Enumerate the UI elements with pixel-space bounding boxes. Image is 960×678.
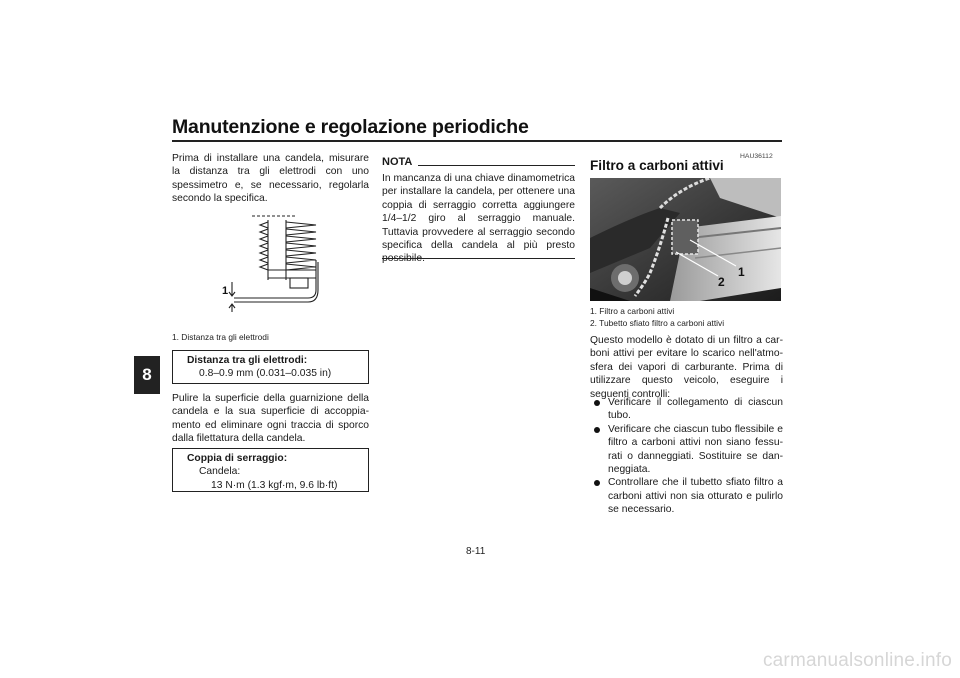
- nota-text: In mancanza di una chiave dinamometrica per installare la candela, per ottenere una coppia di serraggio corretta aggiungere 1/4–1/2 giro al serraggio manuale. Tuttavia provvedere al serraggio secondo specifica della candela al più presto: [382, 173, 575, 252]
- nota-rule: [418, 165, 575, 166]
- torque-spec-label: Coppia di serraggio:: [187, 453, 288, 464]
- page-title: Manutenzione e regolazione periodiche: [172, 116, 529, 138]
- spark-plug-figure: [218, 212, 338, 316]
- torque-spec-value: 13 N·m (1.3 kgf·m, 9.6 lb·ft): [211, 479, 338, 491]
- figure-label-1: 1: [222, 285, 229, 297]
- chapter-tab: 8: [134, 356, 160, 394]
- page-number: 8-11: [466, 546, 486, 557]
- photo-caption-1: 1. Filtro a carboni attivi: [590, 306, 675, 316]
- list-item: Verificare che ciascun tubo flessibile e filtro a carboni attivi non siano fessurati o danneggiati. Sostituire se danneggiata.: [590, 423, 783, 477]
- section-code: HAU36112: [740, 153, 773, 160]
- torque-spec-box: [172, 448, 369, 492]
- title-rule: [172, 140, 782, 142]
- nota-header: [382, 156, 575, 168]
- gap-spec-label: Distanza tra gli elettrodi:: [187, 355, 308, 366]
- gap-spec-box: [172, 350, 369, 384]
- check-list: [590, 396, 783, 517]
- intro-paragraph: Prima di installare una candela, misurare la distanza tra gli elettrodi con uno spessimetro e, se necessario, regolarla secondo la specifica.: [172, 153, 369, 205]
- canister-body: Questo modello è dotato di un filtro a carboni attivi per evitare lo scarico nell'atmosfera dei vapori di carburante. Prima di utilizzare questo veicolo, eseguire i seguenti controlli:: [590, 335, 783, 400]
- figure-caption: 1. Distanza tra gli elettrodi: [172, 332, 269, 342]
- list-item: Controllare che il tubetto sfiato filtro a carboni attivi non sia otturato e pulirlo se necessario.: [590, 476, 783, 516]
- photo-label-2: 2: [718, 275, 725, 289]
- bullet-icon: [594, 427, 600, 433]
- watermark: carmanualsonline.info: [762, 650, 952, 671]
- photo-label-1: 1: [738, 265, 745, 279]
- bullet-icon: [594, 400, 600, 406]
- list-item: Verificare il collegamento di ciascun tubo.: [590, 396, 783, 423]
- bullet-icon: [594, 480, 600, 486]
- clean-paragraph: Pulire la superficie della guarnizione della candela e la sua superficie di accoppiamento ed eliminare ogni traccia di sporco dalla filettatura della candela.: [172, 393, 369, 445]
- photo-caption-2: 2. Tubetto sfiato filtro a carboni attivi: [590, 318, 725, 328]
- torque-spec-item: Candela:: [199, 466, 241, 478]
- canister-photo: [590, 178, 781, 301]
- nota-end-rule: [382, 258, 575, 259]
- section-heading: Filtro a carboni attivi: [590, 158, 724, 173]
- gap-spec-value: 0.8–0.9 mm (0.031–0.035 in): [199, 368, 332, 380]
- nota-label: NOTA: [382, 156, 413, 168]
